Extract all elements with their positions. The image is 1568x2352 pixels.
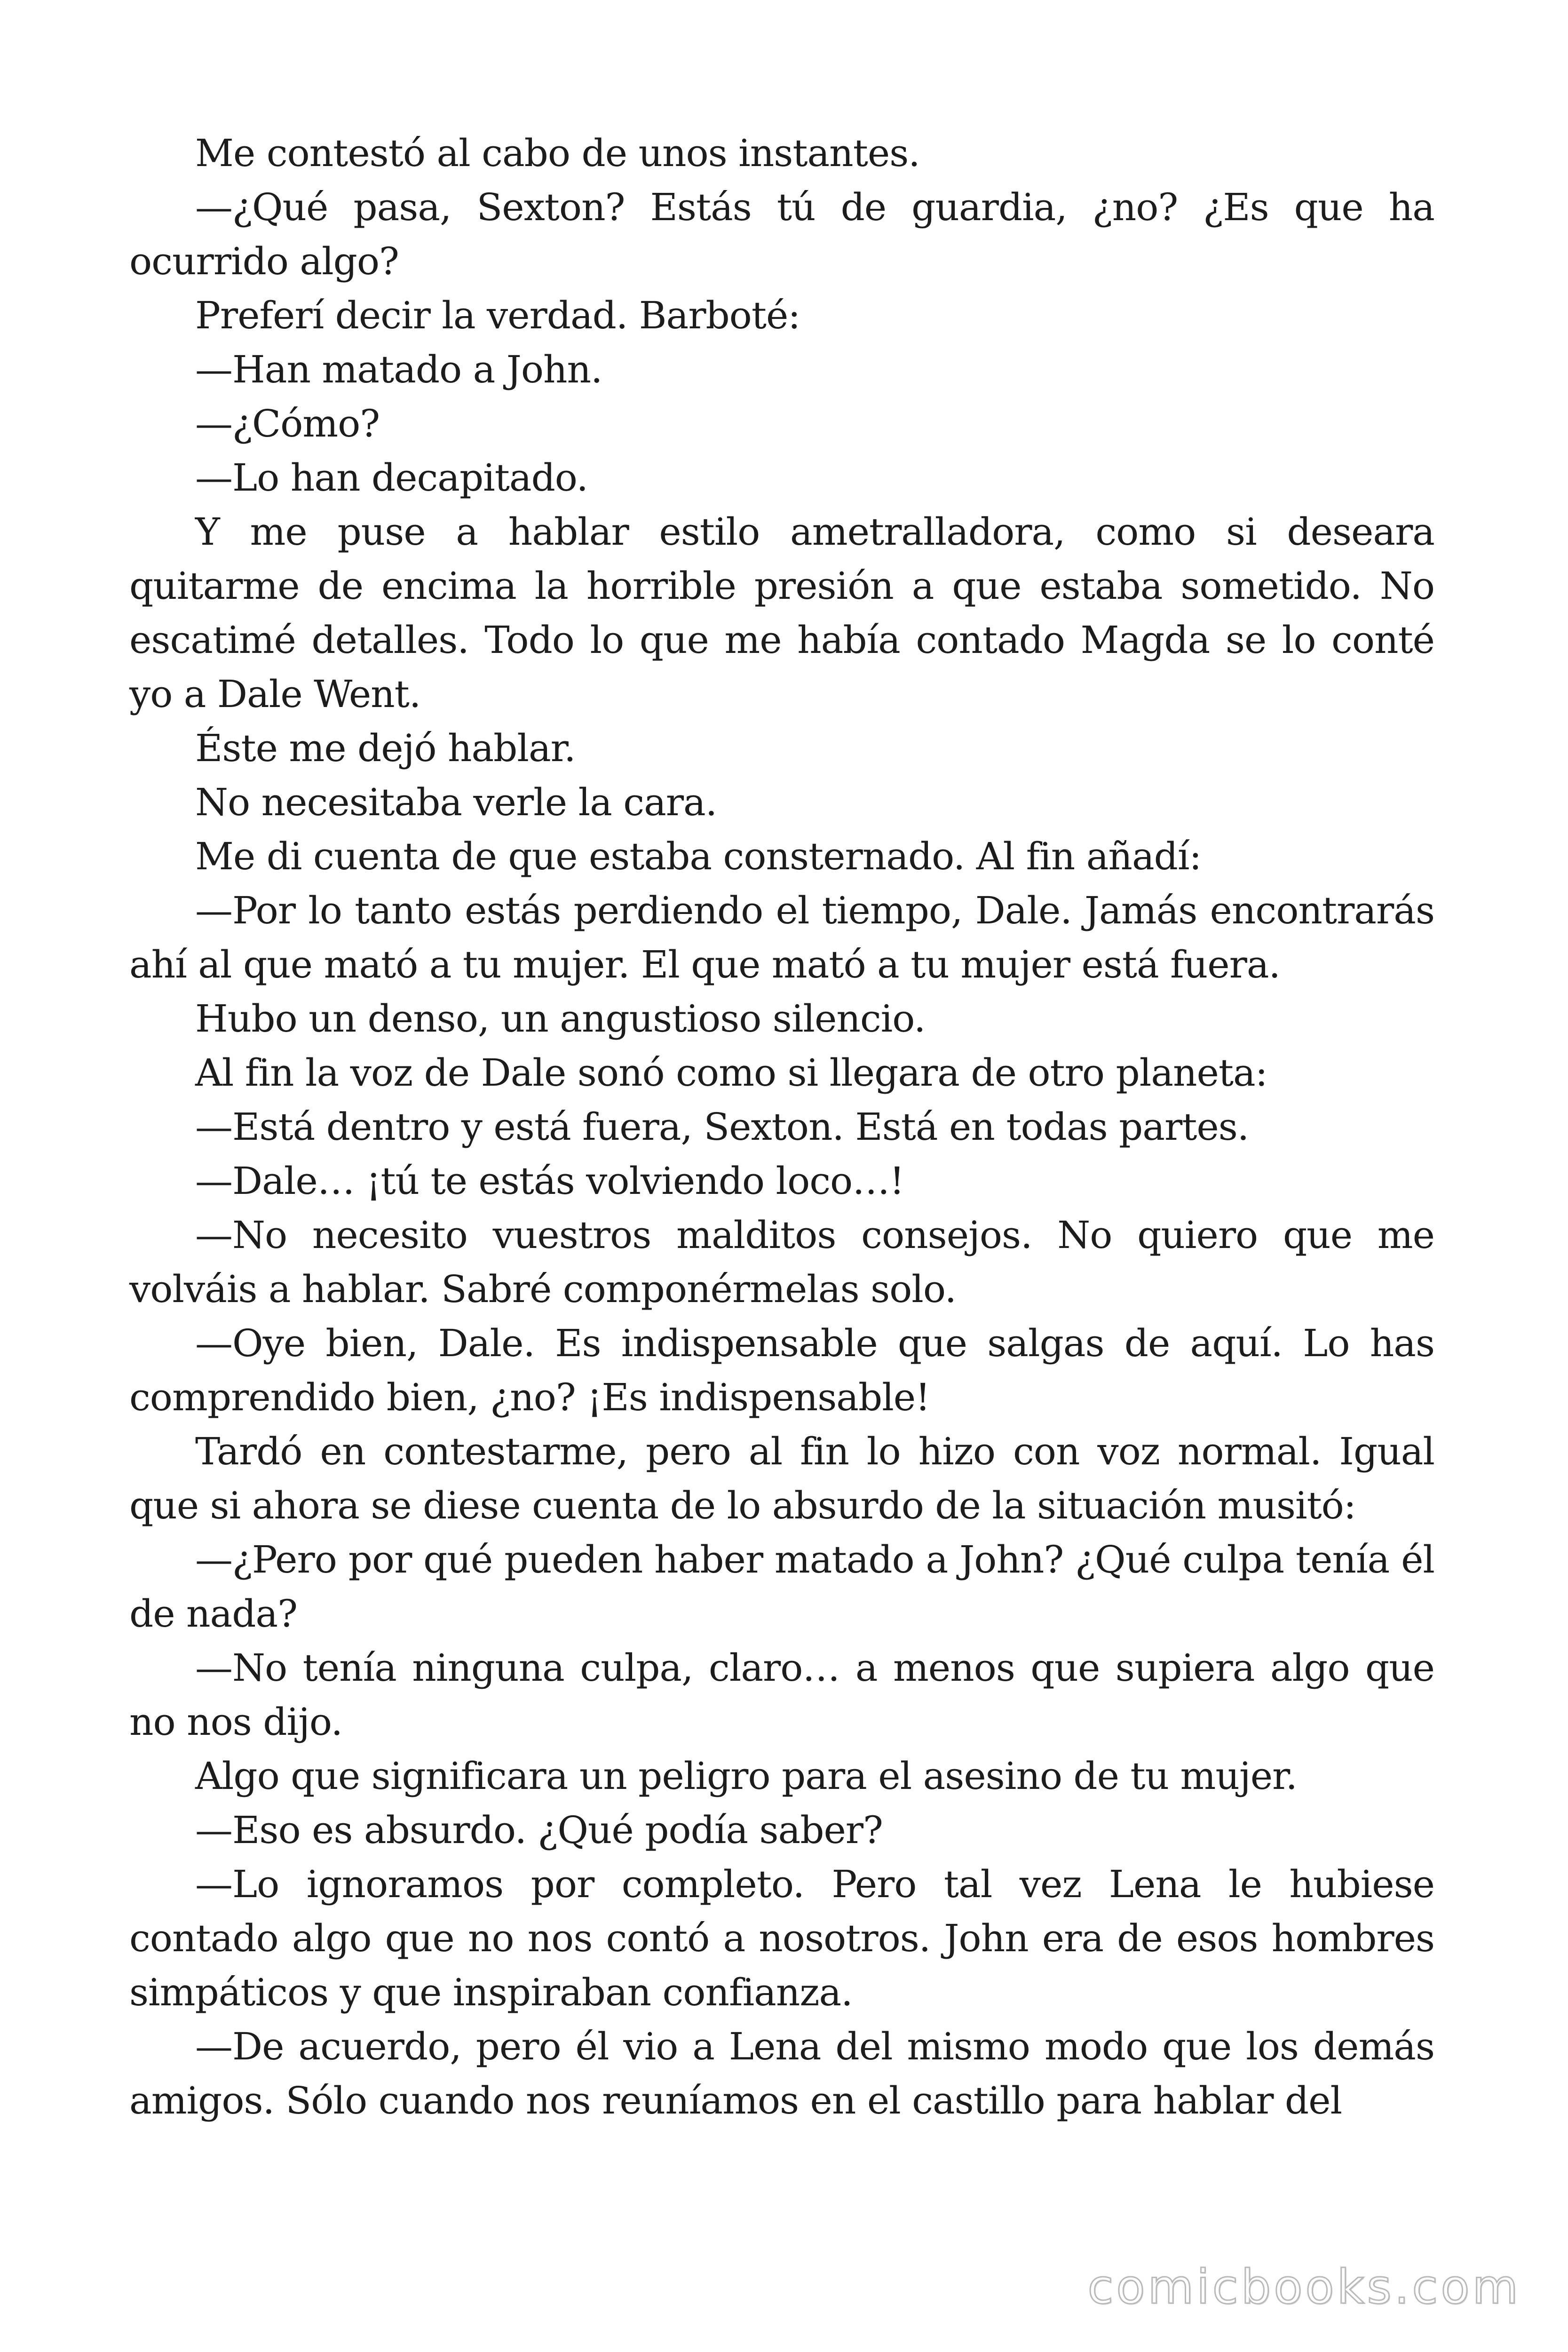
paragraph: —¿Cómo? (195, 402, 380, 445)
paragraph: —Dale… ¡tú te estás volviendo loco…! (195, 1159, 904, 1203)
paragraph: —Oye bien, Dale. Es indispensable que salgas de aquí. Lo has comprendido bien, ¿no? ¡Es indispensable! (129, 1321, 1434, 1419)
paragraph: —No tenía ninguna culpa, claro… a menos que supiera algo que no nos dijo. (129, 1646, 1434, 1744)
paragraph: Me contestó al cabo de unos instantes. (195, 131, 920, 175)
watermark-text: comicbooks.com (1087, 2259, 1521, 2314)
paragraph: Al fin la voz de Dale sonó como si llegara de otro planeta: (195, 1051, 1267, 1095)
paragraph: —¿Pero por qué pueden haber matado a John? ¿Qué culpa tenía él de nada? (129, 1538, 1434, 1636)
paragraph: —Por lo tanto estás perdiendo el tiempo, Dale. Jamás encontrarás ahí al que mató a tu mujer. El que mató a tu mujer está fuera. (129, 889, 1434, 986)
paragraph: —Lo ignoramos por completo. Pero tal vez Lena le hubiese contado algo que no nos contó a nosotros. John era de esos hombres simpáticos y que inspiraban confianza. (129, 1862, 1434, 2014)
paragraph: —¿Qué pasa, Sexton? Estás tú de guardia, ¿no? ¿Es que ha ocurrido algo? (129, 185, 1434, 283)
paragraph: No necesitaba verle la cara. (195, 780, 717, 824)
paragraph: Hubo un denso, un angustioso silencio. (195, 997, 926, 1041)
paragraph: —Está dentro y está fuera, Sexton. Está en todas partes. (195, 1105, 1249, 1149)
paragraph: —Eso es absurdo. ¿Qué podía saber? (195, 1808, 883, 1852)
paragraph: —De acuerdo, pero él vio a Lena del mismo modo que los demás amigos. Sólo cuando nos reuníamos en el castillo para hablar del (129, 2025, 1434, 2122)
paragraph: —Han matado a John. (195, 348, 602, 391)
paragraph: Tardó en contestarme, pero al fin lo hizo con voz normal. Igual que si ahora se diese cuenta de lo absurdo de la situación musitó: (129, 1430, 1434, 1527)
page-text (129, 126, 1434, 2128)
paragraph: Algo que significara un peligro para el asesino de tu mujer. (195, 1754, 1297, 1798)
paragraph: Preferí decir la verdad. Barboté: (195, 294, 800, 337)
paragraph: Éste me dejó hablar. (195, 726, 576, 770)
paragraph: —No necesito vuestros malditos consejos. No quiero que me volváis a hablar. Sabré componérmelas solo. (129, 1213, 1434, 1311)
paragraph: —Lo han decapitado. (195, 456, 588, 500)
paragraph: Y me puse a hablar estilo ametralladora, como si deseara quitarme de encima la horrible presión a que estaba sometido. No escatimé detalles. Todo lo que me había contado Magda se lo conté yo a Dale Went. (129, 510, 1434, 716)
paragraph: Me di cuenta de que estaba consternado. Al fin añadí: (195, 834, 1202, 878)
